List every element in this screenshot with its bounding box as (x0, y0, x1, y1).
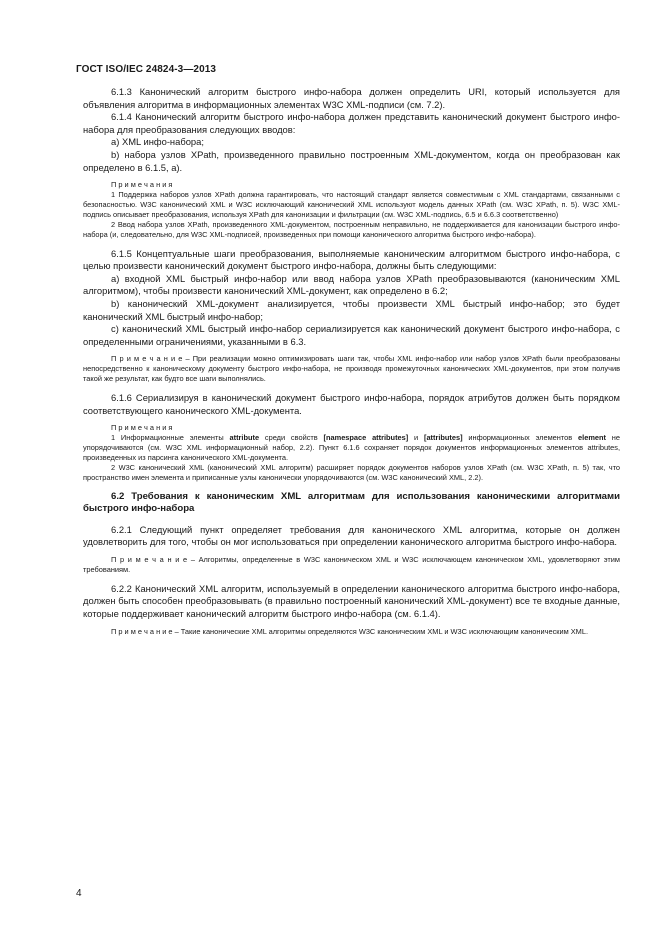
note-text-part: и (408, 433, 424, 443)
clause-6-2-2: 6.2.2 Канонический XML алгоритм, используемый в определении канонического алгоритма быстрого инфо-набора, должен быть способен преобразовывать (в правильно построенный канонический XML-документ) все те входные данные, которые поддерживает канонический алгоритм быстрого инфо-набора (см. 6.1.4). (83, 582, 620, 620)
note-term: element (578, 433, 606, 443)
clause-6-1-4-intro: 6.1.4 Канонический алгоритм быстрого инфо-набора должен представить канонический документ быстрого инфо-набора для преобразования следующих вводов: (83, 111, 620, 135)
notes-title: П р и м е ч а н и я (111, 180, 173, 190)
note-2: 2 Ввод набора узлов XPath, произведенного XML-документом, построенным неправильно, не поддерживается для канонизации быстрого инфо-набора (и, следовательно, для W3C XML-подписей, произведенных при помощи канонического алгоритма быстрого инфо-набора). (83, 219, 620, 239)
note-attributes (83, 433, 620, 463)
document-header: ГОСТ ISO/IEC 24824-3—2013 (76, 64, 217, 75)
note-term: attribute (229, 433, 260, 443)
note-text: – Алгоритмы, определенные в W3C каноническом XML и W3C исключающем каноническом XML, удовлетворяют этим требованиям. (83, 555, 620, 574)
note-optimization (83, 354, 620, 384)
note-canonical-xml (83, 627, 620, 637)
note-term: [namespace attributes] (323, 433, 409, 443)
note-text: – При реализации можно оптимизировать шаги так, чтобы XML инфо-набор или набор узлов XPath были преобразованы непосредственно к каноническому документу быстрого инфо-набора, не производя промежуточных канонических XML-документов, при этом получив такой же результат, как будто все шаги выполнялись. (83, 354, 620, 384)
note-algorithms (83, 555, 620, 575)
clause-6-2-1: 6.2.1 Следующий пункт определяет требования для канонического XML алгоритма, которые он должен удовлетворить для того, чтобы он мог использоваться при определении канонического алгоритма быстрого инфо-набора. (83, 523, 620, 548)
clause-6-1-5-item-b: b) канонический XML-документ анализируется, чтобы произвести XML быстрый инфо-набор; это будет канонический XML быстрый инфо-набор; (83, 297, 620, 322)
clause-6-1-3: 6.1.3 Канонический алгоритм быстрого инфо-набора должен определить URI, который используется для объявления алгоритма в информационных элементах W3C XML-подписи (см. 7.2). (83, 86, 620, 110)
note-ordering: 2 W3C канонический XML (канонический XML алгоритм) расширяет порядок документов наборов узлов XPath (см. W3C XPath, п. 5) так, что пространство имен элемента и приписанные узлы канонически упорядочиваются (см. W3C канонический XML, 2.2). (83, 462, 620, 482)
note-term: [attributes] (423, 433, 463, 443)
note-1: 1 Поддержка наборов узлов XPath должна гарантировать, что настоящий стандарт является совместимым с XML стандартами, связанными с безопасностью. W3C канонический XML и W3C исключающий канонический XML используют модель данных XPath (см. W3C XPath, п. 5). W3C XML-подпись описывает преобразования, используя XPath для канонизации и фильтрации (см. W3C XML-подпись, 6.5 и 6.6.3 соответственно) (83, 190, 620, 219)
section-6-2-heading: 6.2 Требования к каноническим XML алгоритмам для использования каноническими алгоритмами быстрого инфо-набора (83, 490, 620, 515)
notes-title-2: П р и м е ч а н и я (111, 423, 173, 433)
clause-6-1-4-item-a: a) XML инфо-набора; (111, 136, 204, 148)
clause-6-1-5-intro: 6.1.5 Концептуальные шаги преобразования, выполняемые каноническим алгоритмом быстрого инфо-набора, с целью произвести канонический документ быстрого инфо-набора, должны быть следующими: (83, 247, 620, 272)
note-text-part: среди свойств (259, 433, 324, 443)
clause-6-1-5-item-a: a) входной XML быстрый инфо-набор или ввод набора узлов XPath преобразовываются (каноническим XML алгоритмом), чтобы произвести канонический XML-документ, как определено в 6.2; (83, 272, 620, 297)
clause-6-1-6: 6.1.6 Сериализируя в канонический документ быстрого инфо-набора, порядок атрибутов должен быть порядком соответствующего канонического XML-документа. (83, 392, 620, 416)
note-label: П р и м е ч а н и е (111, 626, 173, 636)
clause-6-1-4-item-b: b) набора узлов XPath, произведенного правильно построенным XML-документом, когда он преобразован как определено в 6.1.5, а). (83, 148, 620, 173)
note-text-part: информационных элементов (462, 433, 579, 443)
page-number: 4 (76, 888, 82, 899)
note-text-part: 1 Информационные элементы (111, 433, 230, 443)
page-content (83, 86, 620, 637)
note-text-part: не упорядочиваются (см. W3C XML информационный набор, 2.2). Пункт 6.1.6 сохраняет порядок документов информационных элементов attributes, произведенных из парсинга канонического XML-документа. (83, 433, 620, 462)
note-label: П р и м е ч а н и е (111, 555, 188, 565)
note-text: – Такие канонические XML алгоритмы определяются W3C каноническим XML и W3C исключающим каноническим XML. (172, 626, 589, 636)
note-label: П р и м е ч а н и е (111, 354, 183, 364)
clause-6-1-5-item-c: c) канонический XML быстрый инфо-набор сериализируется как канонический документ быстрого инфо-набора, с определенными ограничениями, указанными в 6.3. (83, 323, 620, 347)
